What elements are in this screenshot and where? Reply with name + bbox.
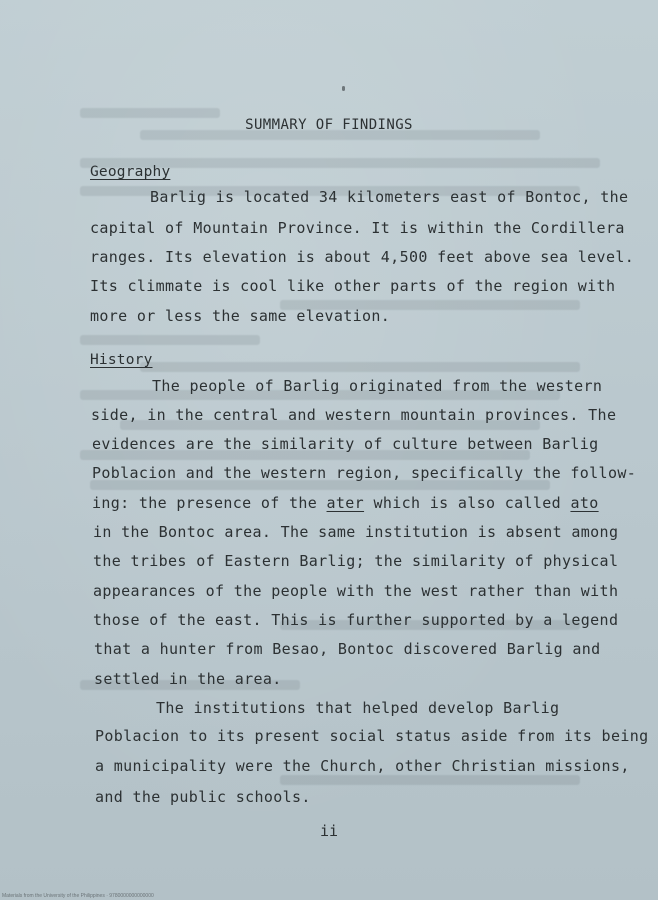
text-line: a municipality were the Church, other Christian missions, bbox=[95, 757, 630, 775]
text-line: The people of Barlig originated from the western bbox=[152, 377, 603, 395]
page-number: ii bbox=[319, 822, 339, 840]
underlined-term: ato bbox=[570, 494, 599, 512]
text-line: in the Bontoc area. The same institution is absent among bbox=[93, 523, 619, 541]
underlined-term: ater bbox=[326, 494, 365, 512]
emphasized-text-line: ing: the presence of the ater which is also called ato bbox=[92, 494, 599, 512]
text-line: Poblacion and the western region, specifically the follow- bbox=[92, 464, 637, 482]
footer-credit: Materials from the University of the Philippines · 9780000000000000 bbox=[2, 893, 154, 899]
section-heading-history: History bbox=[90, 352, 153, 368]
section-heading-geography: Geography bbox=[90, 164, 171, 180]
page-title: SUMMARY OF FINDINGS bbox=[245, 117, 413, 133]
text-line: more or less the same elevation. bbox=[90, 307, 391, 325]
text-line: The institutions that helped develop Barlig bbox=[156, 699, 560, 717]
text-line: ranges. Its elevation is about 4,500 feet above sea level. bbox=[90, 248, 635, 266]
text-line: Poblacion to its present social status aside from its being bbox=[95, 727, 649, 745]
text-line: capital of Mountain Province. It is within the Cordillera bbox=[90, 219, 625, 237]
text-line: that a hunter from Besao, Bontoc discovered Barlig and bbox=[94, 640, 601, 658]
ink-speck bbox=[342, 86, 345, 91]
text-line-with-emphasis bbox=[92, 494, 599, 512]
text-line: evidences are the similarity of culture between Barlig bbox=[92, 435, 599, 453]
text-line: appearances of the people with the west rather than with bbox=[93, 582, 619, 600]
text-line: the tribes of Eastern Barlig; the similarity of physical bbox=[93, 552, 619, 570]
text-line: settled in the area. bbox=[94, 670, 282, 688]
text-line: and the public schools. bbox=[95, 788, 311, 806]
text-line: Barlig is located 34 kilometers east of Bontoc, the bbox=[150, 188, 629, 206]
text-line: side, in the central and western mountain provinces. The bbox=[91, 406, 617, 424]
text-line: those of the east. This is further supported by a legend bbox=[93, 611, 619, 629]
text-line: Its climmate is cool like other parts of the region with bbox=[90, 277, 616, 295]
